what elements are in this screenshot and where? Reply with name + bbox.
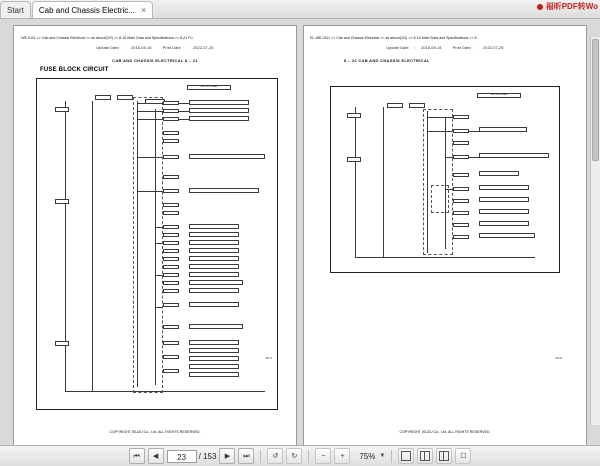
- vertical-scrollbar[interactable]: [590, 37, 600, 425]
- toolbar-divider: [260, 450, 261, 463]
- circuit-label-box: REFRIGERANT SENSOR: [479, 185, 529, 190]
- schematic-right: [330, 86, 560, 273]
- circuit-label-box: CONDENSER FAN MOTOR, AIR COMPRESSOR: [479, 153, 549, 158]
- fuse-box: [163, 203, 179, 207]
- zoom-out-icon[interactable]: −: [315, 448, 331, 464]
- copyright-left: COPYRIGHT ISUZU Co., Ltd. ALL RIGHTS RESERVED.: [109, 430, 201, 434]
- fuse-box: [163, 355, 179, 359]
- ground-wire: [355, 257, 535, 258]
- bus-wire: [355, 107, 356, 257]
- fuse-box: [163, 211, 179, 215]
- fuse-block-outline: [133, 97, 163, 393]
- fuse-box: [163, 189, 179, 193]
- fuse-box: [163, 257, 179, 261]
- tab-document-label: Cab and Chassis Electric...: [38, 5, 135, 15]
- continuous-view-icon[interactable]: [417, 448, 433, 464]
- circuit-label-box: HAZARD UNIT: [189, 256, 239, 261]
- fuse-box: [453, 115, 469, 119]
- schematic-left: [36, 78, 278, 410]
- close-icon[interactable]: ×: [140, 4, 147, 15]
- circuit-label-box: CIGARETTE LIGHTER: [189, 116, 249, 121]
- bus-wire: [65, 101, 66, 391]
- tab-document[interactable]: [32, 1, 153, 18]
- page-code-left: E8-21: [265, 357, 272, 360]
- circuit-label-box: CLOCK: [189, 240, 239, 245]
- first-page-button[interactable]: ⏮: [129, 448, 145, 464]
- fuse-box: [163, 241, 179, 245]
- circuit-label-box: STOP LAMP SWITCH: [189, 248, 239, 253]
- fuse-box: [163, 303, 179, 307]
- page-total-label: / 153: [198, 451, 217, 461]
- fuse-box: [453, 129, 469, 133]
- fuse-box: [163, 155, 179, 159]
- breadcrumb-right: EL-WE-0111 >> Cab and Chassis Electrical >> as above(2/2) >> 8-16 Main Data and Specifications >> 8-: [310, 36, 478, 40]
- toolbar-divider: [308, 450, 309, 463]
- fuse-box: [453, 235, 469, 239]
- fuse-box: [163, 131, 179, 135]
- circuit-label-box: HEAD LAMP RELAY: [189, 272, 239, 277]
- brand-watermark: [537, 1, 598, 12]
- junction-label-left: JUNCTION ON LABEL: [187, 85, 231, 90]
- fuse-box: [163, 117, 179, 121]
- print-date-right: 2022-07-25: [483, 46, 504, 51]
- update-date-label-left: Update Date: [96, 46, 119, 51]
- tab-bar: [0, 0, 600, 19]
- connector-box: [387, 103, 403, 108]
- page-left-dates: Update Date : 2016-09-15 Print Date : 2022-07-25: [96, 46, 214, 51]
- circuit-label-box: CANCEL: [479, 171, 519, 176]
- page-indicator: [167, 450, 217, 463]
- chevron-down-icon[interactable]: ▼: [379, 453, 386, 459]
- page-code-right: E8-22: [555, 357, 562, 360]
- fuse-box: [163, 265, 179, 269]
- update-date-left: 2016-09-15: [131, 46, 152, 51]
- print-date-label-left: Print Date: [162, 46, 181, 51]
- prev-page-button[interactable]: ◀: [148, 448, 164, 464]
- link-wire: [179, 119, 189, 120]
- fuse-box: [163, 175, 179, 179]
- fuse-box: [163, 249, 179, 253]
- circuit-label-box: INSTRUMENT: [189, 232, 239, 237]
- fuse-box: [453, 173, 469, 177]
- bus-wire: [92, 101, 93, 391]
- fuse-box: [163, 225, 179, 229]
- fuse-box: [453, 211, 469, 215]
- fuse-box: [453, 223, 469, 227]
- link-wire: [179, 111, 189, 112]
- bus-wire: [383, 107, 384, 257]
- page-right-title: 8 – 22 CAB AND CHASSIS ELECTRICAL: [344, 58, 430, 64]
- page-left-title: CAB AND CHASSIS ELECTRICAL 8 – 21: [112, 58, 198, 64]
- fuse-box: [163, 325, 179, 329]
- circuit-label-box: TURN SIGNAL: [189, 264, 239, 269]
- next-page-button[interactable]: ▶: [219, 448, 235, 464]
- page-right-header: [304, 26, 586, 64]
- circuit-label-box: BACK UP LAMP SWITCH REAR, POWER WINDOW: [189, 154, 265, 159]
- circuit-label-box: ILLUMINATION: [189, 348, 239, 353]
- page-number-input[interactable]: 23: [167, 450, 197, 463]
- tab-start[interactable]: [0, 1, 31, 18]
- circuit-label-box: ABS UNIT: [189, 372, 239, 377]
- circuit-label-box: AIR CONDITIONER: [189, 302, 239, 307]
- ground-wire: [65, 391, 265, 392]
- section-title-left: FUSE BLOCK CIRCUIT: [40, 67, 109, 73]
- zoom-in-icon[interactable]: +: [334, 448, 350, 464]
- connector-box: [95, 95, 111, 100]
- circuit-label-box: GLOW PLUG RELAY: [189, 108, 249, 113]
- tab-start-label: Start: [7, 5, 24, 15]
- link-wire: [469, 131, 479, 132]
- scrollbar-thumb[interactable]: [592, 39, 599, 161]
- circuit-label-box: STOP LAMP: [189, 356, 239, 361]
- print-date-label-right: Print Date: [452, 46, 471, 51]
- fuse-box: [163, 109, 179, 113]
- rotate-left-icon[interactable]: ↺: [267, 448, 283, 464]
- facing-pages-view-icon[interactable]: [436, 448, 452, 464]
- fuse-block-outline: [423, 109, 453, 255]
- fuse-box: [163, 273, 179, 277]
- update-date-right: 2016-09-15: [421, 46, 442, 51]
- circuit-label-box: STARTER RELAY: [189, 100, 249, 105]
- fuse-box: [163, 369, 179, 373]
- fuse-box: [453, 199, 469, 203]
- circuit-label-box: POWER SUPPLY: [189, 188, 259, 193]
- page-left-header: [14, 26, 296, 64]
- link-wire: [469, 157, 479, 158]
- relay-outline: [431, 185, 449, 213]
- circuit-label-box: TAIL LAMP RELAY: [189, 324, 243, 329]
- single-page-view-icon[interactable]: [398, 448, 414, 464]
- circuit-label-box: PASSENGER SIDE: [479, 209, 529, 214]
- circuit-label-box: LICENSE LAMP: [189, 340, 239, 345]
- circuit-label-box: HORN RELAY: [189, 364, 239, 369]
- breadcrumb-left: ·WE-0111 >> Cab and Chassis Electrical >> as above(2/2) >> 8-16 Main Data and Specifications >> 8-21 Fu: [20, 36, 193, 40]
- circuit-label-box: AIR CONDITIONER: [479, 197, 529, 202]
- fuse-box: [163, 281, 179, 285]
- fuse-box: [453, 187, 469, 191]
- brand-label: 福昕PDF转Wo: [545, 2, 598, 11]
- connector-box: [347, 157, 361, 162]
- circuit-label-box: WIPER MOTOR: [189, 288, 239, 293]
- copyright-right: COPYRIGHT ISUZU Co., Ltd. ALL RIGHTS RESERVED.: [399, 430, 491, 434]
- brand-dot-icon: [537, 4, 543, 10]
- fuse-box: [163, 341, 179, 345]
- fuse-box: [163, 101, 179, 105]
- fuse-box: [453, 155, 469, 159]
- document-page-right[interactable]: [303, 25, 587, 445]
- circuit-label-box: BLOWER MOTOR: [479, 221, 529, 226]
- circuit-label-box: ALTERNATOR: [479, 127, 527, 132]
- update-date-label-right: Update Date: [386, 46, 409, 51]
- junction-label-right: JUNCTION ON LABEL: [477, 93, 521, 98]
- zoom-level-label[interactable]: 75%: [359, 451, 376, 461]
- toolbar-divider: [391, 450, 392, 463]
- last-page-button[interactable]: ⏭: [238, 448, 254, 464]
- page-viewer[interactable]: [0, 19, 600, 445]
- circuit-label-box: ECU BOARD, POWER OUTLET: [479, 233, 535, 238]
- fuse-box: [163, 289, 179, 293]
- circuit-label-box: BLOWER MOTOR RELAY: [189, 280, 243, 285]
- link-wire: [179, 103, 189, 104]
- page-right-dates: Update Date : 2016-09-15 Print Date : 2022-07-25: [386, 46, 504, 51]
- fullscreen-icon[interactable]: ☐: [455, 448, 471, 464]
- connector-box: [55, 107, 69, 112]
- bottom-toolbar: [0, 445, 600, 466]
- rotate-right-icon[interactable]: ↻: [286, 448, 302, 464]
- fuse-box: [453, 141, 469, 145]
- print-date-left: 2022-07-25: [193, 46, 214, 51]
- document-page-left[interactable]: [13, 25, 297, 445]
- fuse-box: [163, 139, 179, 143]
- connector-box: [117, 95, 133, 100]
- circuit-label-box: SPEED METER: [189, 224, 239, 229]
- connector-box: [347, 113, 361, 118]
- connector-box: [409, 103, 425, 108]
- fuse-box: [163, 233, 179, 237]
- connector-box: [55, 199, 69, 204]
- connector-box: [55, 341, 69, 346]
